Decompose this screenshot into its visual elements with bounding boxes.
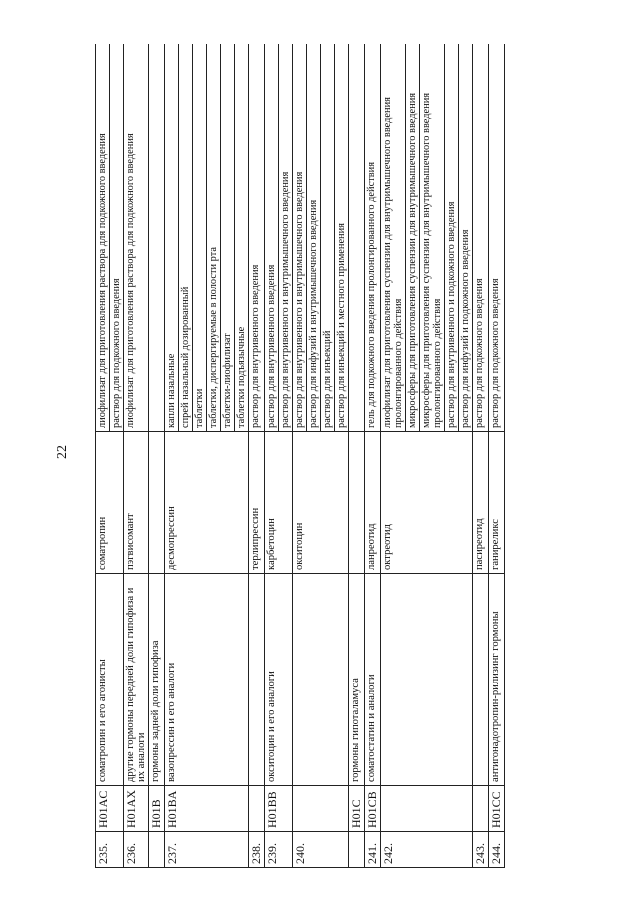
table-row [365, 44, 381, 868]
drug-name [149, 432, 165, 574]
dosage-form: раствор для внутривенного и внутримышечного введения [278, 44, 291, 431]
table-row [96, 44, 124, 868]
table-row [293, 44, 349, 868]
dosage-form: лиофилизат для приготовления суспензии для внутримышечного введения пролонгированного действия [382, 97, 404, 428]
group-name: соматропин и его агонисты [96, 574, 124, 786]
group-name: гормоны задней доли гипофиза [149, 574, 165, 786]
dosage-form: таблетки-лиофилизат [220, 44, 233, 431]
page-number: 22 [55, 445, 70, 459]
row-number: 239. [265, 832, 293, 868]
dosage-form: раствор для внутривенного и подкожного введения [444, 44, 457, 431]
group-name [381, 574, 473, 786]
dosage-form: раствор для внутривенного введения [266, 264, 277, 428]
dosage-forms [165, 44, 249, 432]
group-name: соматостатин и аналоги [365, 574, 381, 786]
dosage-form: раствор для инъекций и местного применения [334, 44, 347, 431]
table-body [96, 44, 505, 868]
atc-code: H01AC [96, 786, 124, 832]
dosage-form: лиофилизат для приготовления раствора для подкожного введения [97, 133, 108, 428]
row-number: 237. [165, 832, 249, 868]
dosage-form: таблетки подъязычные [234, 44, 247, 431]
dosage-form: раствор для инъекций [320, 44, 333, 431]
dosage-forms [293, 44, 349, 432]
drug-name: пэгвисомант [124, 432, 149, 574]
dosage-form: раствор для инфузий и внутримышечного введения [306, 44, 319, 431]
table-row [249, 44, 265, 868]
drug-name: пасиреотид [473, 432, 489, 574]
drug-name: ганиреликс [489, 432, 505, 574]
table-row [149, 44, 165, 868]
drug-name: карбетоцин [265, 432, 293, 574]
dosage-form: раствор для инфузий и подкожного введения [458, 44, 471, 431]
rotated-table [95, 44, 585, 868]
dosage-form: капли назальные [166, 353, 177, 428]
rotated-table-frame [95, 44, 585, 868]
table-row [265, 44, 293, 868]
dosage-form: таблетки [192, 44, 205, 431]
dosage-form: раствор для подкожного введения [109, 44, 122, 431]
drug-name: соматропин [96, 432, 124, 574]
group-name [473, 574, 489, 786]
dosage-forms [149, 44, 165, 432]
drug-name: окситоцин [293, 432, 349, 574]
dosage-forms [381, 44, 473, 432]
row-number [149, 832, 165, 868]
dosage-form: раствор для подкожного введения [490, 278, 501, 428]
drug-name: терлипрессин [249, 432, 265, 574]
dosage-form: микросферы для приготовления суспензии для внутримышечного введения [405, 44, 418, 431]
dosage-forms [96, 44, 124, 432]
dosage-form: раствор для внутривенного и внутримышечного введения [294, 171, 305, 428]
atc-code: H01BB [265, 786, 293, 832]
table-row [473, 44, 489, 868]
row-number: 241. [365, 832, 381, 868]
atc-code: H01CC [489, 786, 505, 832]
dosage-form: гель для подкожного введения пролонгированного действия [366, 162, 377, 428]
row-number: 236. [124, 832, 149, 868]
table-row [381, 44, 473, 868]
dosage-form: микросферы для приготовления суспензии для внутримышечного введения пролонгированного действия [419, 44, 443, 431]
group-name [293, 574, 349, 786]
drug-name: ланреотид [365, 432, 381, 574]
table-row [124, 44, 149, 868]
group-name: антигонадотропин-рилизинг гормоны [489, 574, 505, 786]
dosage-form: таблетки, диспергируемые в полости рта [206, 44, 219, 431]
row-number: 235. [96, 832, 124, 868]
dosage-forms [265, 44, 293, 432]
atc-code: H01B [149, 786, 165, 832]
dosage-forms [473, 44, 489, 432]
dosage-forms [489, 44, 505, 432]
table-row [349, 44, 365, 868]
dosage-forms [124, 44, 149, 432]
atc-code [381, 786, 473, 832]
row-number: 238. [249, 832, 265, 868]
drug-table [95, 44, 505, 868]
group-name: гормоны гипоталамуса [349, 574, 365, 786]
group-name: другие гормоны передней доли гипофиза и их аналоги [124, 574, 149, 786]
table-row [489, 44, 505, 868]
table-row [165, 44, 249, 868]
row-number: 243. [473, 832, 489, 868]
dosage-form: раствор для подкожного введения [474, 278, 485, 428]
atc-code: H01CB [365, 786, 381, 832]
atc-code: H01BA [165, 786, 249, 832]
row-number [349, 832, 365, 868]
dosage-form: лиофилизат для приготовления раствора для подкожного введения [125, 133, 136, 428]
drug-name: октреотид [381, 432, 473, 574]
atc-code: H01C [349, 786, 365, 832]
row-number: 242. [381, 832, 473, 868]
dosage-forms [249, 44, 265, 432]
atc-code [473, 786, 489, 832]
row-number: 240. [293, 832, 349, 868]
atc-code: H01AX [124, 786, 149, 832]
drug-name [349, 432, 365, 574]
dosage-form: спрей назальный дозированный [178, 44, 191, 431]
row-number: 244. [489, 832, 505, 868]
atc-code [249, 786, 265, 832]
dosage-form: раствор для внутривенного введения [250, 264, 261, 428]
group-name: окситоцин и его аналоги [265, 574, 293, 786]
dosage-forms [349, 44, 365, 432]
atc-code [293, 786, 349, 832]
drug-name: десмопрессин [165, 432, 249, 574]
group-name: вазопрессин и его аналоги [165, 574, 249, 786]
group-name [249, 574, 265, 786]
dosage-forms [365, 44, 381, 432]
